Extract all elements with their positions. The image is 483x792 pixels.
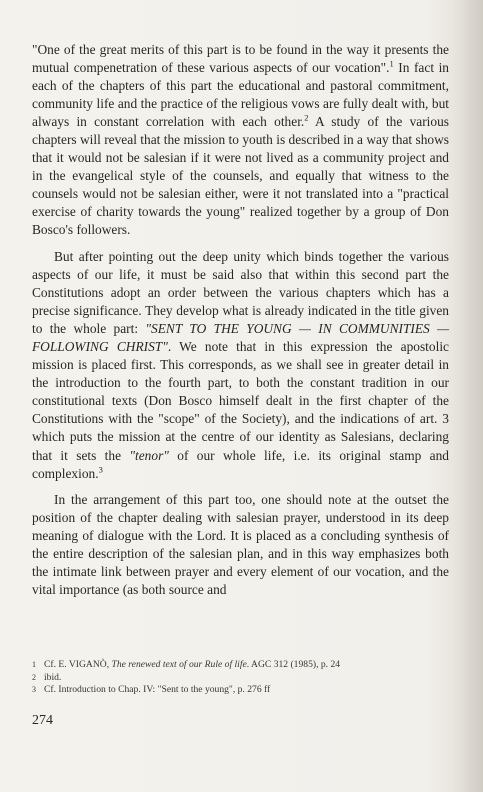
page-edge-shadow: [453, 0, 483, 792]
footnote-reference: 2: [304, 112, 309, 123]
footnote-reference: 1: [389, 58, 394, 69]
footnotes: [32, 659, 449, 697]
page-number: 274: [32, 713, 53, 728]
footnote: [32, 672, 449, 685]
paragraph: [32, 41, 449, 240]
footnote: [32, 659, 449, 672]
footnote: [32, 684, 449, 697]
footnote-number: 2: [32, 672, 36, 682]
text-run: In the arrangement of this part too, one should note at the outset the position of the chapter dealing with salesian prayer, understood in its deep meaning of dialogue with the Lord. It is placed as a concluding synthesis of the entire description of the salesian plan, and in this way emphasizes both the intimate link between prayer and every element of our vocation, and the vital importance (as both source and: [32, 492, 449, 598]
text-run: Cf. Introduction to Chap. IV: "Sent to the young", p. 276 ff: [44, 684, 271, 696]
paragraph: [32, 248, 449, 483]
text-run: But after pointing out the deep unity which binds together the various aspects of our life, it must be said also that within this second part the Constitutions adopt an order between the various chapters which has a precise significance. They develop what is already indicated in the title given to the whole part:: [32, 249, 449, 337]
text-run: "One of the great merits of this part is to be found in the way it presents the mutual compenetration of these various aspects of our vocation".: [32, 42, 449, 76]
text-run: Cf. E. VIGANÒ,: [44, 659, 112, 670]
footnote-reference: 3: [98, 464, 103, 475]
body-text: [32, 41, 449, 599]
footnote-number: 1: [32, 660, 36, 669]
paragraph: [32, 491, 449, 599]
text-run: of our whole life, i.e. its original stamp and complexion.: [32, 447, 450, 481]
italic-text: The renewed text of our Rule of life: [111, 659, 247, 670]
text-run: . AGC 312 (1985), p. 24: [246, 659, 341, 670]
footnote-number: 3: [32, 685, 36, 695]
text-run: ibid.: [44, 671, 62, 683]
text-run: . We note that in this expression the apostolic mission is placed first. This corresponds, as we shall see in greater detail in the introduction to the fourth part, to both the constant tradition in our constitutional texts (Don Bosco himself dealt in the first chapter of the Constitutions with the "scope" of the Society), and the indications of art. 3 which puts the mission at the centre of our identity as Salesians, declaring that it sets the: [32, 339, 449, 463]
italic-text: "tenor": [129, 447, 169, 463]
text-run: In fact in each of the chapters of this part the educational and pastoral commitment, community life and the practice of the religious vows are fully dealt with, but always in constant correlation with each other.: [32, 60, 449, 130]
text-run: A study of the various chapters will reveal that the mission to youth is described in a way that shows that it would not be salesian if it were not lived as a community project and in the evangelical style of the counsels, and equally that witness to the counsels would not be salesian either, were it not translated into a "practical exercise of charity towards the young" realized together by a group of Don Bosco's followers.: [32, 114, 449, 238]
italic-text: "SENT TO THE YOUNG — IN COMMUNITIES — FOLLOWING CHRIST": [32, 321, 449, 355]
